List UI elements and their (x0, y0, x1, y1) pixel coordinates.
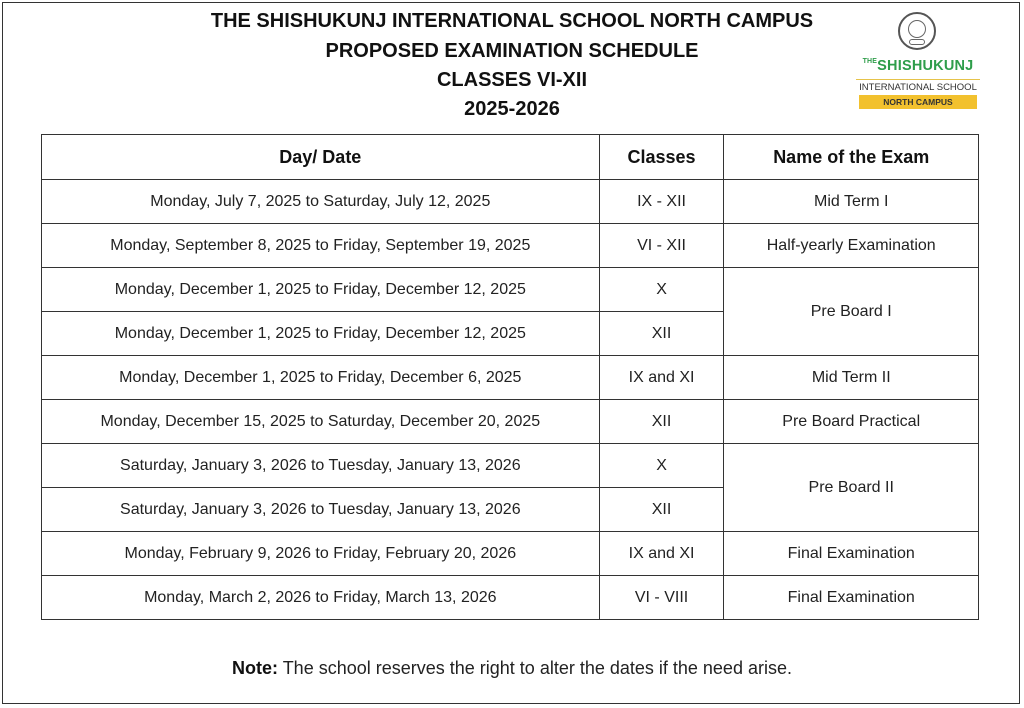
school-logo (856, 10, 980, 110)
header-date: Day/ Date (42, 135, 600, 180)
cell-date: Monday, December 15, 2025 to Saturday, December 20, 2025 (42, 400, 600, 444)
logo-subtitle: INTERNATIONAL SCHOOL (856, 79, 980, 93)
note-text: The school reserves the right to alter the dates if the need arise. (278, 658, 792, 678)
table-row (42, 224, 979, 268)
cell-classes: IX - XII (599, 180, 724, 224)
table-header-row (42, 135, 979, 180)
school-name: THE SHISHUKUNJ INTERNATIONAL SCHOOL NORTH CAMPUS (210, 10, 814, 32)
cell-exam: Mid Term II (724, 356, 979, 400)
cell-exam: Pre Board II (724, 444, 979, 532)
table-row (42, 444, 979, 488)
cell-date: Monday, September 8, 2025 to Friday, September 19, 2025 (42, 224, 600, 268)
exam-schedule-table (41, 134, 979, 620)
cell-classes: XII (599, 312, 724, 356)
cell-date: Monday, December 1, 2025 to Friday, December 6, 2025 (42, 356, 600, 400)
cell-date: Monday, February 9, 2026 to Friday, February 20, 2026 (42, 532, 600, 576)
table-row (42, 180, 979, 224)
cell-exam: Half-yearly Examination (724, 224, 979, 268)
cell-date: Monday, March 2, 2026 to Friday, March 13, 2026 (42, 576, 600, 620)
document-title: PROPOSED EXAMINATION SCHEDULE (325, 40, 699, 62)
cell-exam: Mid Term I (724, 180, 979, 224)
note-label: Note: (232, 658, 279, 678)
cell-exam: Pre Board Practical (724, 400, 979, 444)
table-row (42, 356, 979, 400)
cell-date: Saturday, January 3, 2026 to Tuesday, January 13, 2026 (42, 488, 600, 532)
cell-classes: VI - VIII (599, 576, 724, 620)
table-row (42, 532, 979, 576)
cell-classes: IX and XI (599, 356, 724, 400)
cell-date: Saturday, January 3, 2026 to Tuesday, January 13, 2026 (42, 444, 600, 488)
cell-classes: XII (599, 400, 724, 444)
emblem-icon (898, 12, 936, 50)
header-exam: Name of the Exam (724, 135, 979, 180)
table-row (42, 268, 979, 312)
cell-exam: Final Examination (724, 576, 979, 620)
classes-range: CLASSES VI-XII (436, 69, 588, 91)
cell-exam: Pre Board I (724, 268, 979, 356)
logo-campus: NORTH CAMPUS (859, 95, 977, 109)
footer-note (0, 658, 1024, 679)
table-row (42, 400, 979, 444)
logo-brand: $^{THE}$SHISHUKUNJ (862, 58, 974, 74)
header-classes: Classes (599, 135, 724, 180)
cell-classes: X (599, 268, 724, 312)
cell-date: Monday, July 7, 2025 to Saturday, July 12, 2025 (42, 180, 600, 224)
cell-classes: VI - XII (599, 224, 724, 268)
academic-year: 2025-2026 (464, 98, 560, 120)
cell-date: Monday, December 1, 2025 to Friday, December 12, 2025 (42, 312, 600, 356)
cell-exam: Final Examination (724, 532, 979, 576)
cell-classes: XII (599, 488, 724, 532)
cell-classes: X (599, 444, 724, 488)
table-row (42, 576, 979, 620)
cell-date: Monday, December 1, 2025 to Friday, December 12, 2025 (42, 268, 600, 312)
cell-classes: IX and XI (599, 532, 724, 576)
